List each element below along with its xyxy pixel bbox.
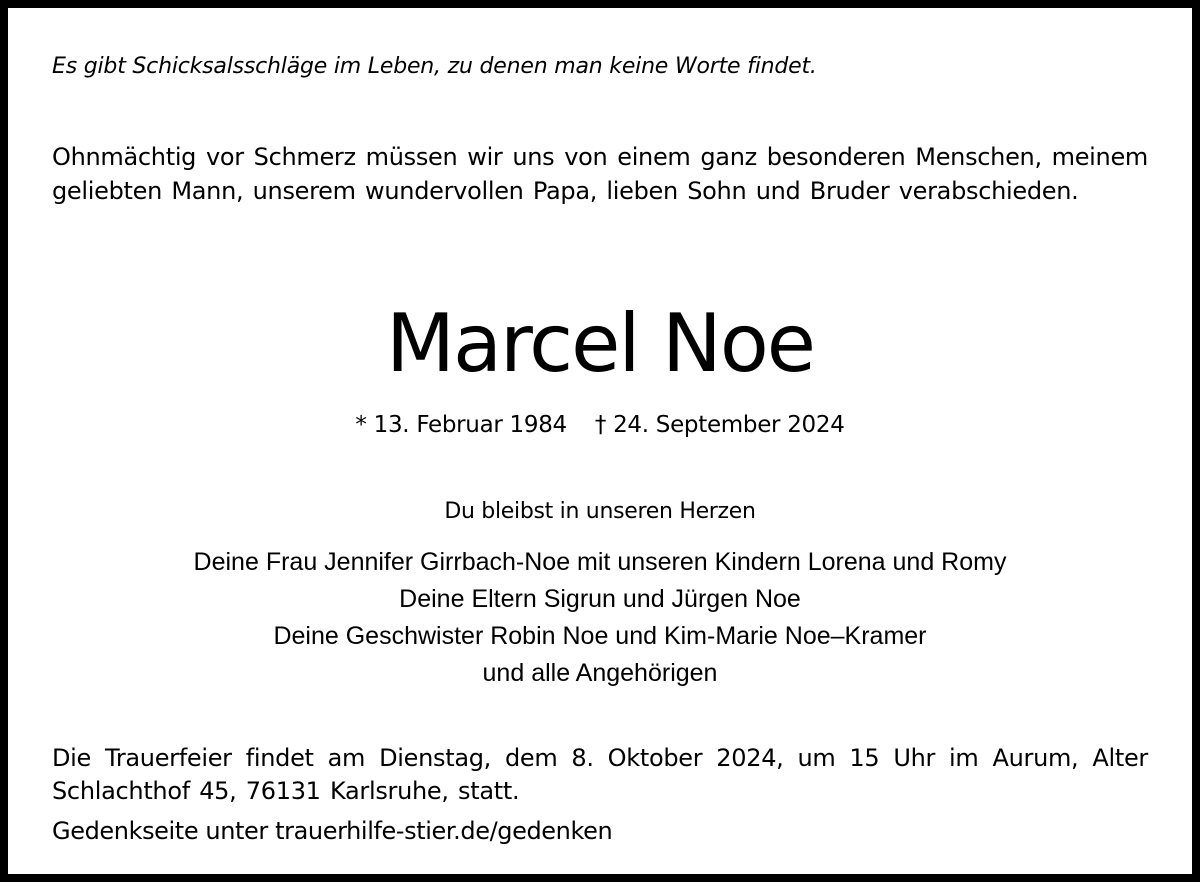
motto-text: Es gibt Schicksalsschläge im Leben, zu denen man keine Worte findet. (52, 54, 817, 79)
memorial-page-info: Gedenkseite unter trauerhilfe-stier.de/gedenken (52, 817, 613, 845)
family-line: Deine Geschwister Robin Noe und Kim-Marie Noe–Kramer (273, 622, 927, 650)
funeral-service-info: Die Trauerfeier findet am Dienstag, dem 8. Oktober 2024, um 15 Uhr im Aurum, Alter Schlachthof 45, 76131 Karlsruhe, statt. (52, 744, 1148, 805)
birth-date: * 13. Februar 1984 (355, 412, 567, 438)
family-line: Deine Eltern Sigrun und Jürgen Noe (399, 585, 801, 613)
family-line: Deine Frau Jennifer Girrbach-Noe mit unseren Kindern Lorena und Romy (193, 548, 1007, 576)
family-line: und alle Angehörigen (482, 659, 718, 687)
family-list (52, 544, 1148, 692)
deceased-name: Marcel Noe (385, 297, 815, 390)
obituary-content (52, 8, 1148, 874)
death-date: † 24. September 2024 (594, 412, 845, 438)
intro-paragraph: Ohnmächtig vor Schmerz müssen wir uns von einem ganz besonderen Menschen, meinem geliebten Mann, unserem wundervollen Papa, lieben Sohn und Bruder verabschieden. (52, 143, 1148, 205)
remembrance-line: Du bleibst in unseren Herzen (444, 499, 756, 524)
life-dates (52, 408, 1148, 442)
